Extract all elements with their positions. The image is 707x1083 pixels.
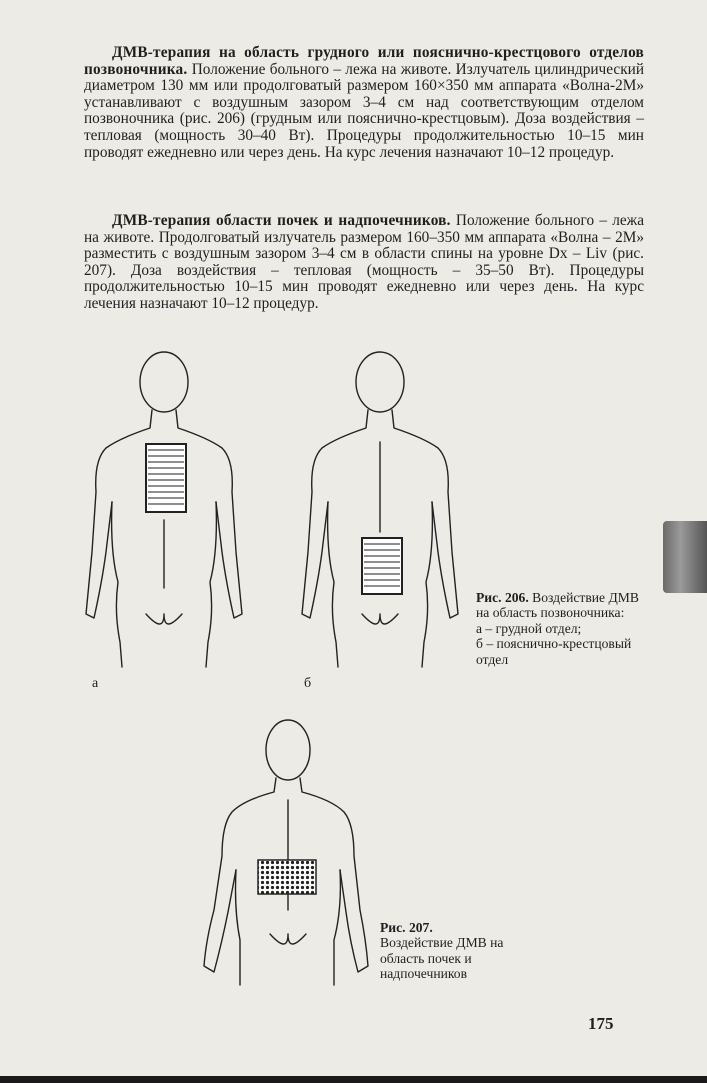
figure-206b-illustration (296, 352, 476, 667)
figure-206-caption (476, 590, 646, 667)
figure-207-illustration (200, 720, 370, 985)
book-thumb-tab (663, 521, 707, 593)
caption-title: Рис. 207. (380, 920, 433, 935)
caption-title: Рис. 206. (476, 590, 529, 605)
figure-206a-illustration (80, 352, 260, 667)
caption-text: Воздействие ДМВ на область позвоночника: (476, 590, 639, 621)
page-number: 175 (588, 1014, 614, 1033)
figure-label-a: а (92, 676, 99, 691)
caption-item-b: б – пояснично-крестцовый отдел (476, 636, 632, 667)
figure-207-caption (380, 920, 550, 982)
paragraph-body: Положение больного – лежа на животе. Продолговатый излучатель размером 160–350 мм аппарата «Волна – 2М» разместить с воздушным зазором 3–4 см в области спины на уровне Dx – Liv (рис. 207). Доза воздействия – тепловая (мощность – 35–50 Вт). Процедуры продолжительностью 10–15 мин проводят ежедневно или через день. На курс лечения назначают 10–12 процедур. (84, 212, 644, 312)
paragraph-kidney-therapy (84, 213, 644, 313)
paragraph-heading: ДМВ-терапия области почек и надпочечников. (112, 212, 451, 229)
paragraph-spine-therapy (84, 45, 644, 161)
scan-edge (0, 1076, 707, 1083)
caption-text: Воздействие ДМВ на область почек и надпочечников (380, 935, 504, 982)
paragraph-heading: ДМВ-терапия на область грудного или пояснично-крестцового отделов позвоночника. (84, 44, 644, 78)
paragraph-body: Положение больного – лежа на животе. Излучатель цилиндрический диаметром 130 мм или продолговатый размером 160×350 мм аппарата «Волна-2М» устанавливают с воздушным зазором 3–4 см над соответствующим отделом позвоночника (рис. 206) (грудным или пояснично-крестцовым). Доза воздействия – тепловая (мощность 30–40 Вт). Процедуры продолжительностью 10–15 мин проводят ежедневно или через день. На курс лечения назначают 10–12 процедур. (84, 60, 645, 161)
figure-label-b: б (304, 676, 312, 691)
caption-item-a: а – грудной отдел; (476, 620, 582, 636)
